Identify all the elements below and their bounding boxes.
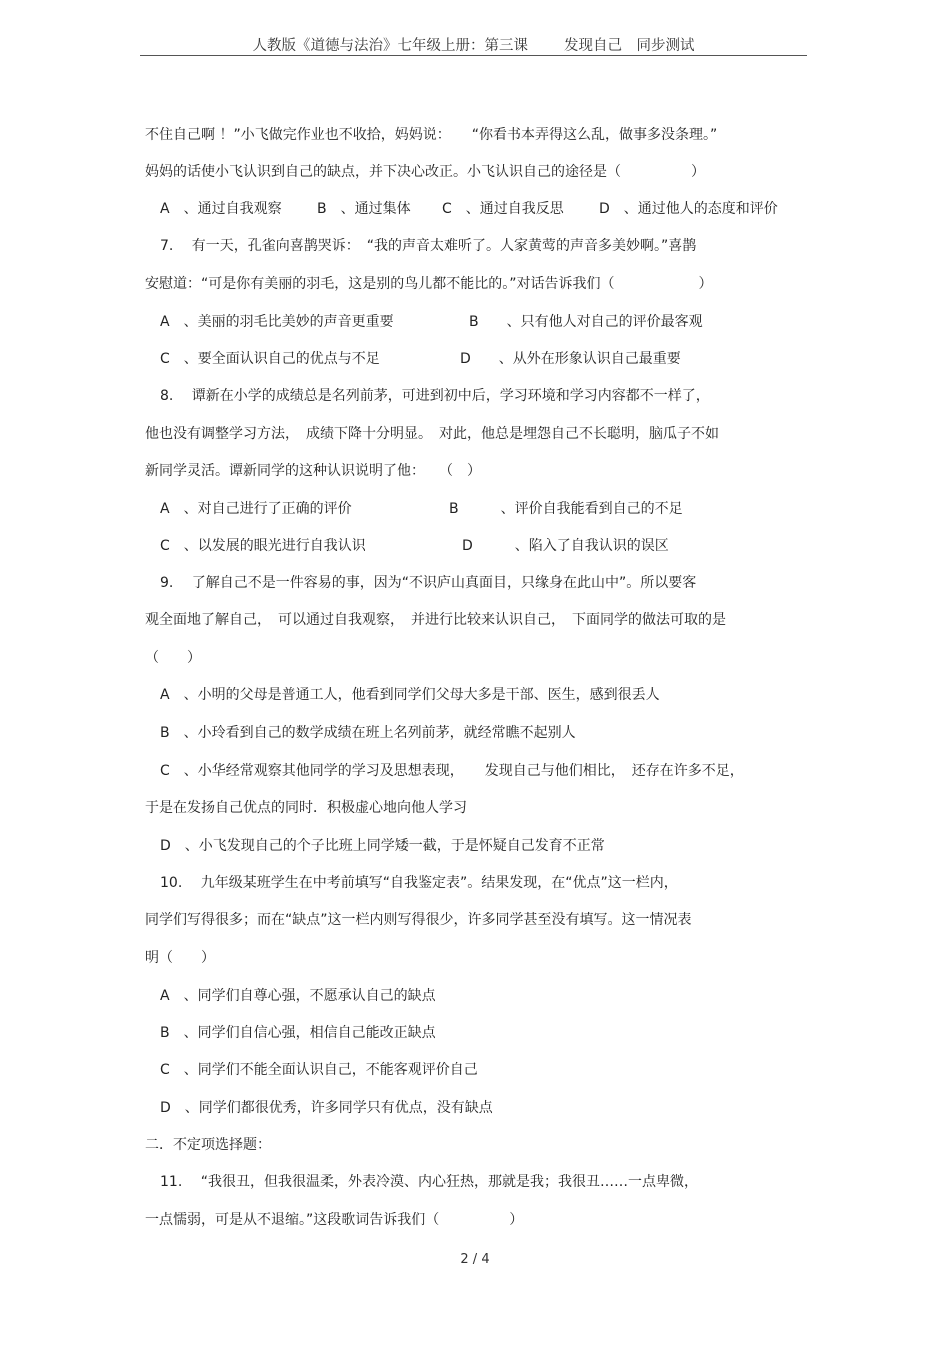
q6-option-c: C 、通过自我反思 xyxy=(442,201,564,217)
q7-option-c: C 、要全面认识自己的优点与不足 xyxy=(160,351,380,367)
q9-option-c: C 、小华经常观察其他同学的学习及思想表现， 发现自己与他们相比， 还存在许多不足， xyxy=(160,763,744,779)
q10-option-b: B 、同学们自信心强，相信自己能改正缺点 xyxy=(160,1025,436,1041)
text-line: 妈妈的话使小飞认识到自己的缺点，并下决心改正。小飞认识自己的途径是（ ） xyxy=(145,164,705,180)
text-line: 一点懦弱，可是从不退缩。”这段歌词告诉我们（ ） xyxy=(145,1212,524,1228)
text-line: 他也没有调整学习方法， 成绩下降十分明显。 对此，他总是埋怨自己不长聪明，脑瓜子不如 xyxy=(145,426,719,442)
q7-option-d: D 、从外在形象认识自己最重要 xyxy=(460,351,681,367)
q9-option-a: A 、小明的父母是普通工人，他看到同学们父母大多是干部、医生，感到很丢人 xyxy=(160,687,660,703)
q10-option-d: D 、同学们都很优秀，许多同学只有优点，没有缺点 xyxy=(160,1100,493,1116)
q8-option-c: C 、以发展的眼光进行自我认识 xyxy=(160,538,366,554)
q9-option-b: B 、小玲看到自己的数学成绩在班上名列前茅，就经常瞧不起别人 xyxy=(160,725,576,741)
question-10: 10. 九年级某班学生在中考前填写“自我鉴定表”。结果发现，在“优点”这一栏内， xyxy=(160,875,678,891)
question-11: 11. “我很丑，但我很温柔，外表冷漠、内心狂热，那就是我；我很丑……一点卑微， xyxy=(160,1174,698,1190)
q7-option-b: B 、只有他人对自己的评价最客观 xyxy=(469,314,703,330)
q8-option-b: B 、评价自我能看到自己的不足 xyxy=(449,501,683,517)
q6-option-a: A 、通过自我观察 xyxy=(160,201,282,217)
question-7: 7. 有一天，孔雀向喜鹊哭诉： “我的声音太难听了。人家黄莺的声音多美妙啊。”喜鹊 xyxy=(160,238,697,254)
text-line: 安慰道：“可是你有美丽的羽毛，这是别的鸟儿都不能比的。”对话告诉我们（ ） xyxy=(145,276,713,292)
text-line: 观全面地了解自己， 可以通过自我观察， 并进行比较来认识自己， 下面同学的做法可取的是 xyxy=(145,612,726,628)
question-9: 9. 了解自己不是一件容易的事，因为“不识庐山真面目，只缘身在此山中”。所以要客 xyxy=(160,575,697,591)
text-line: 新同学灵活。谭新同学的这种认识说明了他： （ ） xyxy=(145,463,481,479)
header-rule xyxy=(140,55,807,56)
header-title: 人教版《道德与法治》七年级上册：第三课 xyxy=(252,38,528,54)
q10-option-c: C 、同学们不能全面认识自己，不能客观评价自己 xyxy=(160,1062,478,1078)
text-line: 不住自己啊 ！”小飞做完作业也不收拾，妈妈说： “你看书本弄得这么乱，做事多没条理。” xyxy=(145,127,718,143)
page-header xyxy=(140,34,807,55)
text-line: 明（ ） xyxy=(145,950,215,966)
question-8: 8. 谭新在小学的成绩总是名列前茅，可进到初中后，学习环境和学习内容都不一样了， xyxy=(160,388,710,404)
q8-option-a: A 、对自己进行了正确的评价 xyxy=(160,501,352,517)
q10-option-a: A 、同学们自尊心强，不愿承认自己的缺点 xyxy=(160,988,436,1004)
text-line: 于是在发扬自己优点的同时．积极虚心地向他人学习 xyxy=(145,800,467,816)
section-heading: 二．不定项选择题： xyxy=(145,1137,271,1153)
q9-option-d: D 、小飞发现自己的个子比班上同学矮一截，于是怀疑自己发育不正常 xyxy=(160,838,605,854)
q7-option-a: A 、美丽的羽毛比美妙的声音更重要 xyxy=(160,314,394,330)
page-number: 2 / 4 xyxy=(460,1252,490,1267)
q6-option-b: B 、通过集体 xyxy=(317,201,411,217)
header-subtitle: 发现自己 同步测试 xyxy=(564,38,695,54)
q6-option-d: D 、通过他人的态度和评价 xyxy=(599,201,778,217)
text-line: （ ） xyxy=(145,650,201,666)
q8-option-d: D 、陷入了自我认识的误区 xyxy=(462,538,669,554)
text-line: 同学们写得很多；而在“缺点”这一栏内则写得很少，许多同学甚至没有填写。这一情况表 xyxy=(145,912,692,928)
